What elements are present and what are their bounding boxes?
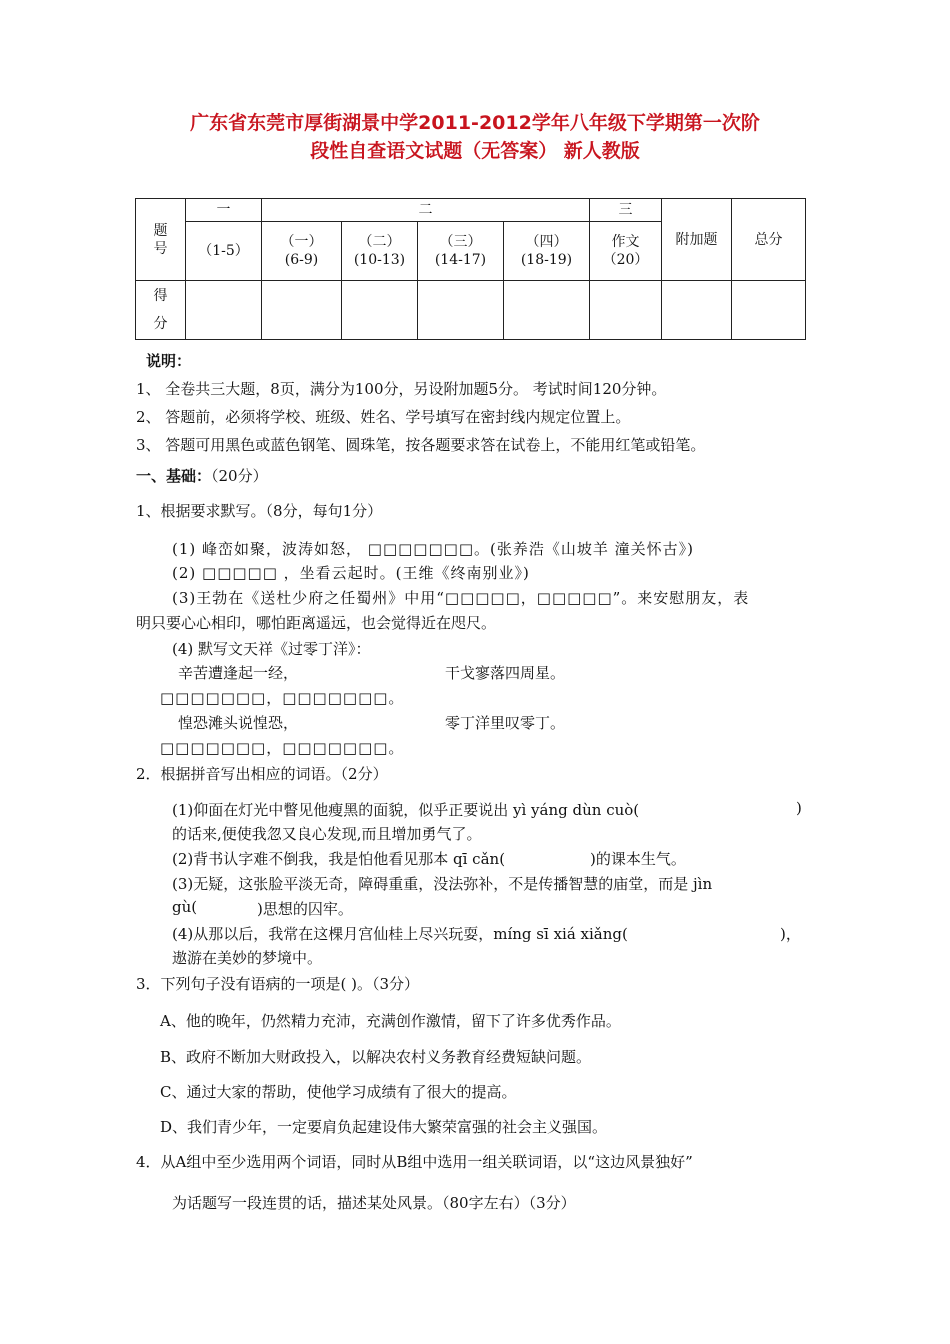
question-2d-line2: 遨游在美妙的梦境中。 <box>172 949 323 967</box>
question-1d: (4) 默写文天祥《过零丁洋》： <box>172 640 371 658</box>
sub-one-header <box>262 222 342 281</box>
question-1c-line1: (3)王勃在《送杜少府之任蜀州》中用“□□□□□，□□□□□”。来安慰朋友，表 <box>172 589 750 607</box>
question-3-option-d: D、我们青少年，一定要肩负起建设伟大繁荣富强的社会主义强国。 <box>160 1118 608 1136</box>
label-defen: 得分 <box>153 288 168 332</box>
score-cell[interactable] <box>662 281 732 340</box>
document-title-line-2: 段性自查语文试题（无答案） 新人教版 <box>310 140 640 162</box>
question-2-stem: 2．根据拼音写出相应的词语。（2分） <box>136 765 388 783</box>
part-two-header: 二 <box>262 199 590 222</box>
essay-header <box>590 222 662 281</box>
notes-heading: 说明： <box>146 352 192 370</box>
sub-one-range: (6-9) <box>284 252 319 268</box>
essay-range: （20） <box>602 252 649 268</box>
question-1a: (1) 峰峦如聚，波涛如怒， □□□□□□□。(张养浩《山坡羊 潼关怀古》) <box>172 540 694 558</box>
question-2a-line1: (1)仰面在灯光中瞥见他瘦黑的面貌，似乎正要说出 yì yáng dùn cuò( <box>172 801 640 819</box>
score-cell[interactable] <box>342 281 418 340</box>
question-4-line1: 4．从A组中至少选用两个词语，同时从B组中选用一组关联词语，以“这边风景独好” <box>136 1153 693 1171</box>
sub-two-header <box>342 222 418 281</box>
score-cell[interactable] <box>418 281 504 340</box>
total-score-header: 总分 <box>732 199 806 281</box>
question-2d-line1-end: )， <box>780 925 801 943</box>
score-cell[interactable] <box>186 281 262 340</box>
essay-name: 作文 <box>611 234 640 250</box>
question-1-stem: 1、根据要求默写。（8分，每句1分） <box>136 502 383 520</box>
question-2c-line1: (3)无疑，这张脸平淡无奇，障碍重重，没法弥补，不是传播智慧的庙堂，而是 jìn <box>172 875 713 893</box>
question-2a-line2: 的话来,便使我忽又良心发现,而且增加勇气了。 <box>172 825 482 843</box>
part-one-header: 一 <box>186 199 262 222</box>
poem-blank-line-2: □□□□□□□，□□□□□□□。 <box>160 689 405 707</box>
part-one-range: （1-5） <box>186 222 262 281</box>
question-1c-line2: 明只要心心相印，哪怕距离遥远，也会觉得近在咫尺。 <box>136 614 497 632</box>
question-2c-line2: gù( <box>172 898 198 916</box>
sub-four-header <box>504 222 590 281</box>
poem-blank-line-4: □□□□□□□，□□□□□□□。 <box>160 739 405 757</box>
score-cell[interactable] <box>590 281 662 340</box>
question-1b: (2) □□□□□ ，坐看云起时。(王维《终南别业》) <box>172 564 530 582</box>
sub-three-header <box>418 222 504 281</box>
section-one-title: 一、基础： <box>136 467 212 485</box>
question-4-line2: 为话题写一段连贯的话，描述某处风景。（80字左右）（3分） <box>172 1194 576 1212</box>
section-one-points: （20分） <box>211 467 268 485</box>
question-3-option-c: C、通过大家的帮助，使他学习成绩有了很大的提高。 <box>160 1083 517 1101</box>
question-2c-line2-end: )思想的囚牢。 <box>257 900 353 918</box>
poem-line-1b: 干戈寥落四周星。 <box>445 664 566 682</box>
document-title-line-1: 广东省东莞市厚街湖景中学2011-2012学年八年级下学期第一次阶 <box>190 112 760 134</box>
sub-four-name: （四） <box>525 234 568 250</box>
score-cell[interactable] <box>732 281 806 340</box>
note-item: 1、 全卷共三大题，8页，满分为100分，另设附加题5分。 考试时间120分钟。 <box>136 380 667 398</box>
extra-question-header: 附加题 <box>662 199 732 281</box>
question-2a-paren-close: ) <box>796 799 802 817</box>
question-2b-line1-end: )的课本生气。 <box>590 850 686 868</box>
question-3-option-b: B、政府不断加大财政投入，以解决农村义务教育经费短缺问题。 <box>160 1048 592 1066</box>
sub-two-name: （二） <box>358 234 401 250</box>
sub-four-range: (18-19) <box>520 252 573 268</box>
label-tihao: 题号 <box>153 222 168 257</box>
poem-line-3b: 零丁洋里叹零丁。 <box>445 714 566 732</box>
poem-line-3a: 惶恐滩头说惶恐， <box>178 714 299 732</box>
score-cell[interactable] <box>262 281 342 340</box>
note-item: 2、 答题前，必须将学校、班级、姓名、学号填写在密封线内规定位置上。 <box>136 408 631 426</box>
sub-three-range: (14-17) <box>434 252 487 268</box>
poem-line-1a: 辛苦遭逢起一经， <box>178 664 299 682</box>
part-three-header: 三 <box>590 199 662 222</box>
note-item: 3、 答题可用黑色或蓝色钢笔、圆珠笔，按各题要求答在试卷上，不能用红笔或铅笔。 <box>136 436 706 454</box>
sub-three-name: （三） <box>439 234 482 250</box>
question-3-stem: 3．下列句子没有语病的一项是( )。（3分） <box>136 975 420 993</box>
question-3-option-a: A、他的晚年，仍然精力充沛，充满创作激情，留下了许多优秀作品。 <box>160 1012 621 1030</box>
score-table <box>135 198 806 340</box>
sub-two-range: (10-13) <box>353 252 406 268</box>
question-2b-line1: (2)背书认字难不倒我，我是怕他看见那本 qī cǎn( <box>172 850 506 868</box>
section-one-heading <box>136 465 268 486</box>
score-table-header-label <box>136 199 186 281</box>
question-2d-line1: (4)从那以后，我常在这棵月宫仙桂上尽兴玩耍，míng sī xiá xiǎng( <box>172 925 628 943</box>
sub-one-name: （一） <box>280 234 323 250</box>
score-row-label <box>136 281 186 340</box>
score-cell[interactable] <box>504 281 590 340</box>
